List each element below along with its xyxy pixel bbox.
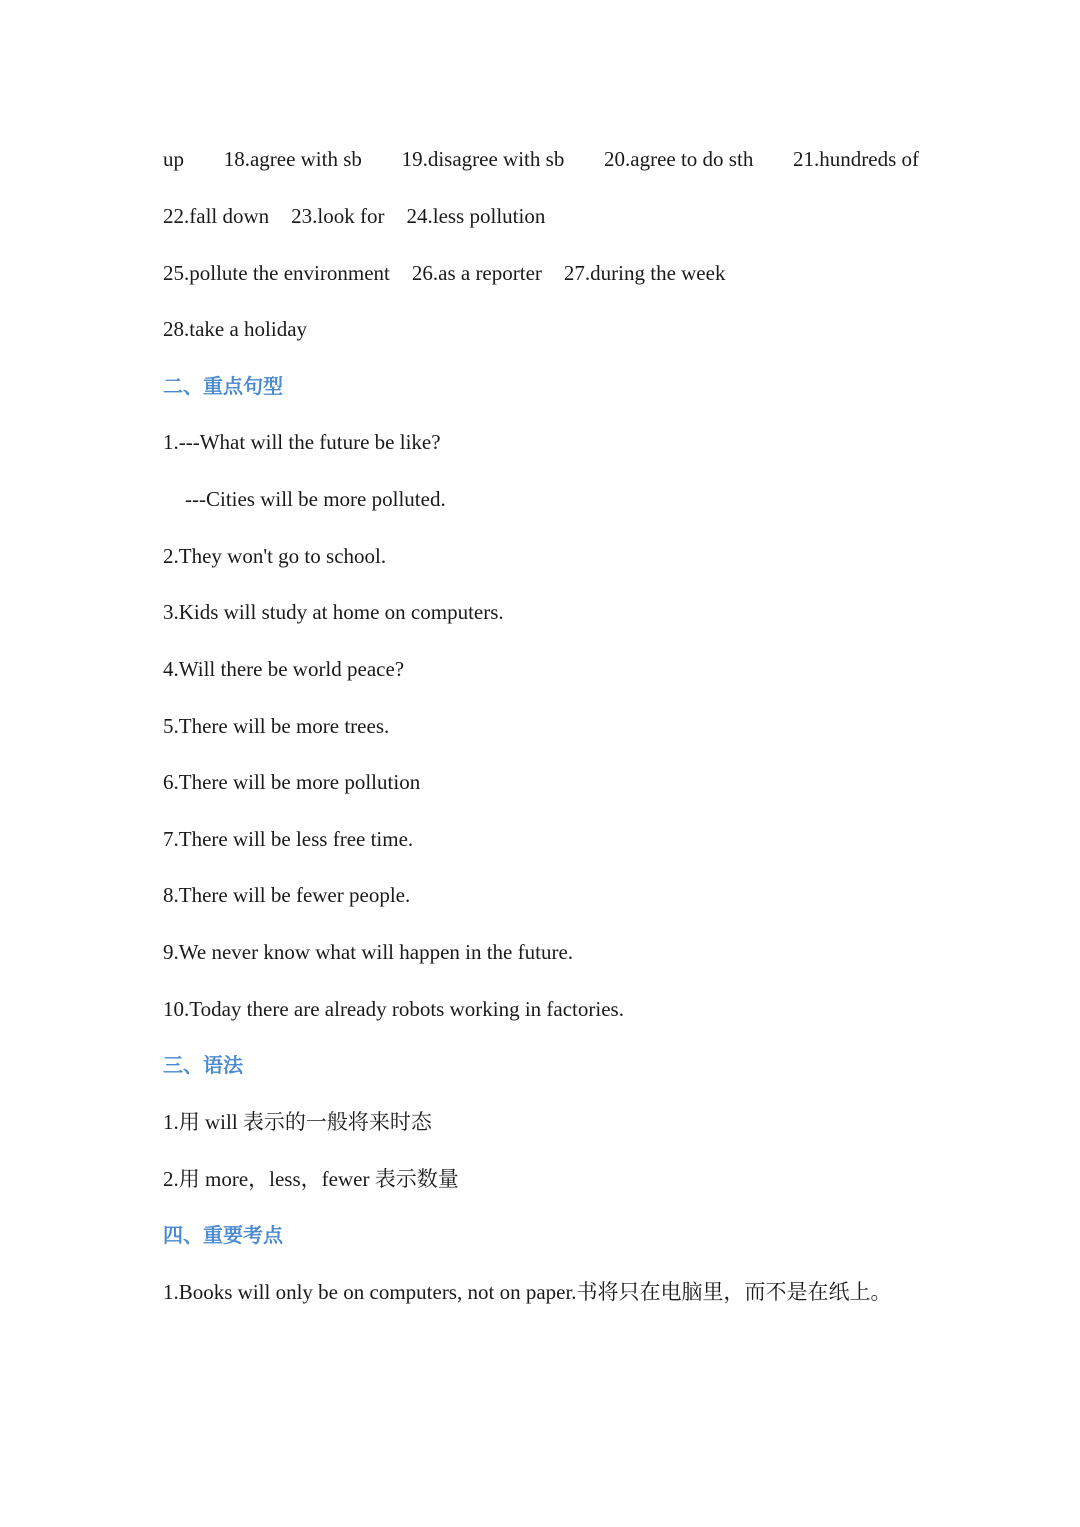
sentence-line: 7.There will be less free time. [163, 827, 414, 851]
phrase-item: 19.disagree with sb [401, 147, 565, 171]
grammar-item: 2.用 more，less，fewer 表示数量 [163, 1167, 459, 1191]
sentence-line: 1.---What will the future be like? [163, 430, 441, 454]
phrase-item: 23.look for [291, 204, 385, 228]
phrase-item: 20.agree to do sth [604, 147, 754, 171]
sentence-line: 6.There will be more pollution [163, 770, 421, 794]
phrase-item: 24.less pollution [406, 204, 546, 228]
sentence-line: 2.They won't go to school. [163, 544, 387, 568]
phrase-item: 21.hundreds of [793, 147, 919, 171]
phrase-item: 18.agree with sb [223, 147, 362, 171]
phrase-item: 27.during the week [563, 261, 726, 285]
sentence-line: ---Cities will be more polluted. [185, 487, 446, 511]
phrase-row-1 [163, 145, 919, 173]
phrase-row-3 [163, 259, 725, 287]
sentence-line: 8.There will be fewer people. [163, 883, 411, 907]
phrase-item: 22.fall down [163, 204, 270, 228]
sentence-line: 4.Will there be world peace? [163, 657, 405, 681]
section-heading-key-points: 四、重要考点 [163, 1223, 283, 1247]
phrase-row-4 [163, 315, 307, 343]
section-heading-grammar: 三、语法 [163, 1053, 243, 1077]
grammar-item: 1.用 will 表示的一般将来时态 [163, 1110, 432, 1134]
sentence-line: 10.Today there are already robots working in factories. [163, 997, 624, 1021]
key-point-item: 1.Books will only be on computers, not on paper.书将只在电脑里，而不是在纸上。 [163, 1280, 892, 1304]
phrase-item: up [163, 147, 184, 171]
sentence-line: 3.Kids will study at home on computers. [163, 600, 504, 624]
sentence-line: 9.We never know what will happen in the future. [163, 940, 574, 964]
phrase-item: 26.as a reporter [411, 261, 542, 285]
section-heading-key-sentences: 二、重点句型 [163, 374, 283, 398]
phrase-item: 28.take a holiday [163, 317, 308, 341]
phrase-item: 25.pollute the environment [163, 261, 390, 285]
sentence-line: 5.There will be more trees. [163, 714, 390, 738]
phrase-row-2 [163, 202, 545, 230]
